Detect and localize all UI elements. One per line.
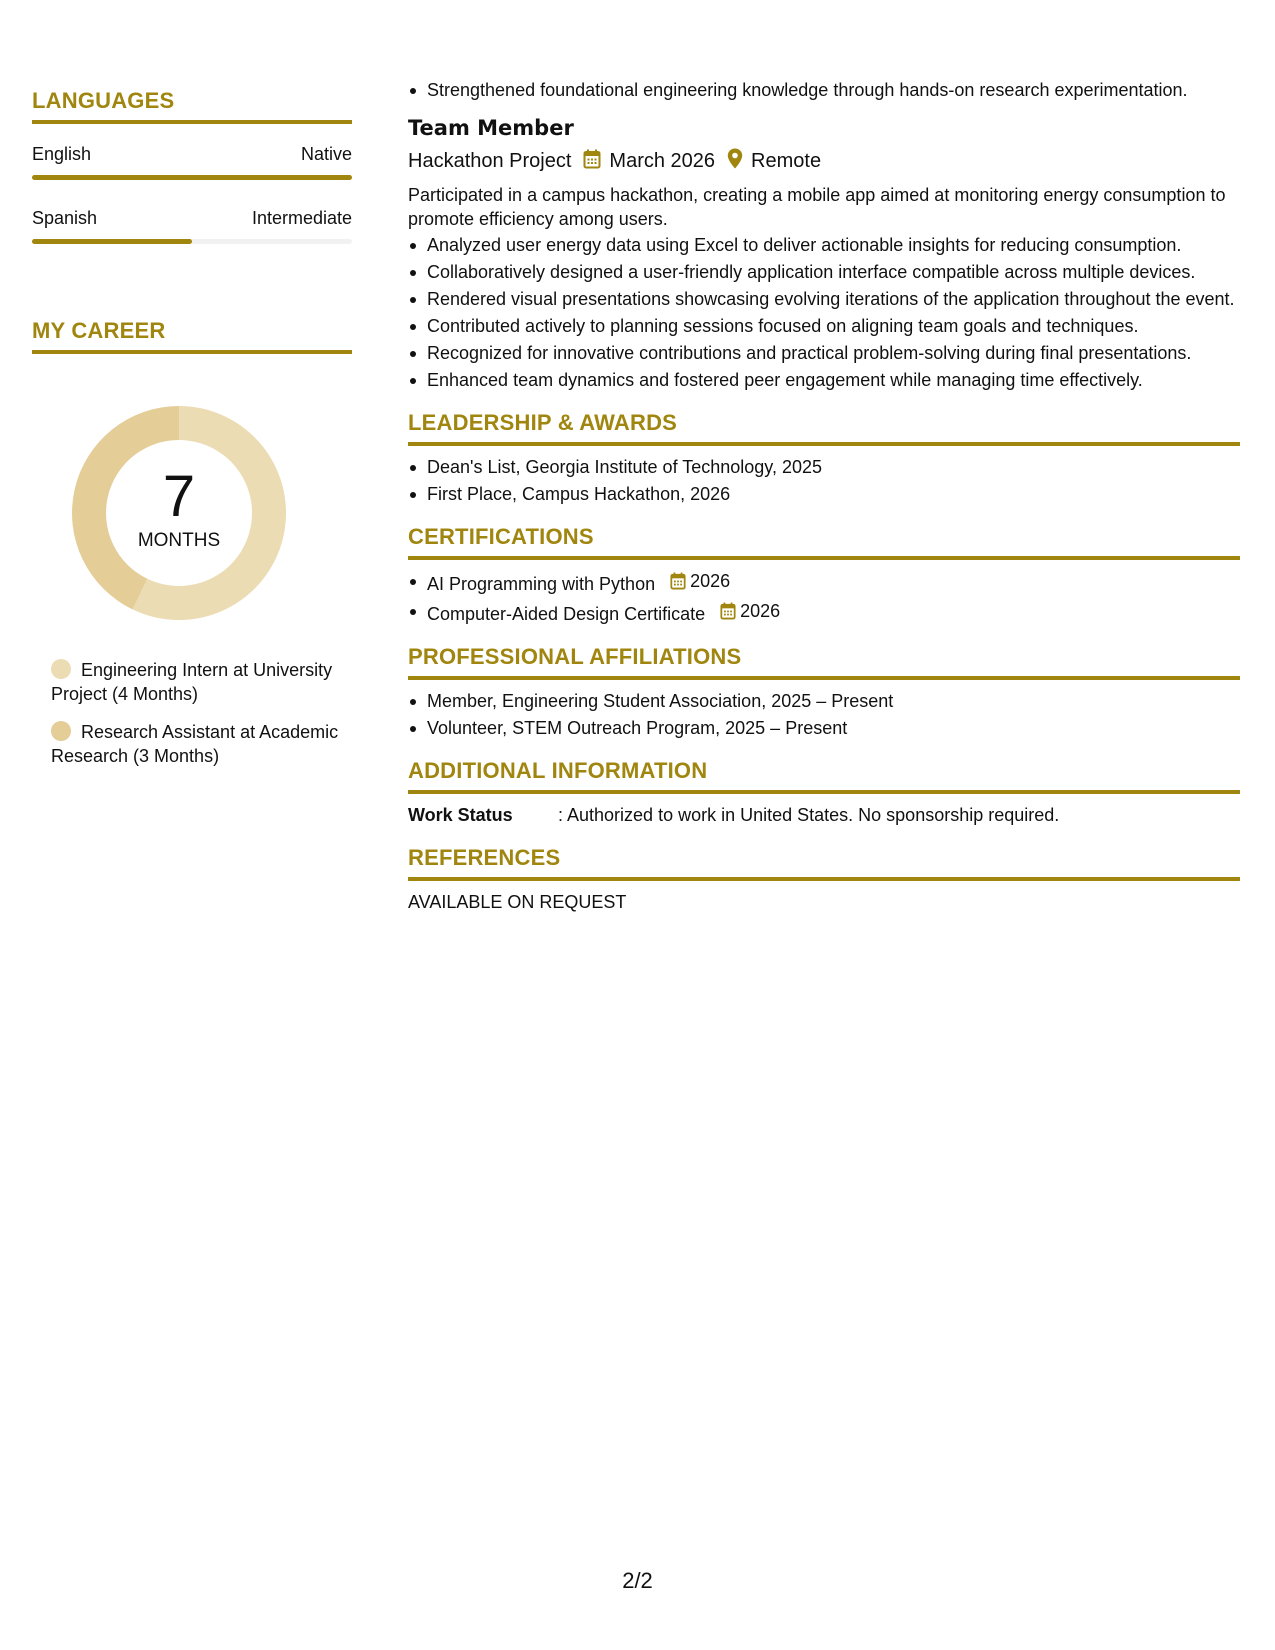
section-divider bbox=[408, 442, 1240, 446]
career-title: MY CAREER bbox=[32, 318, 166, 343]
legend-item bbox=[51, 720, 351, 768]
list-item: Rendered visual presentations showcasing evolving iterations of the application throughout the event. bbox=[408, 287, 1240, 311]
career-donut-chart bbox=[64, 398, 294, 628]
page-number: 2/2 bbox=[622, 1568, 653, 1593]
job-entry bbox=[408, 116, 1240, 392]
additional-info-section bbox=[408, 758, 1240, 827]
section-divider bbox=[408, 676, 1240, 680]
leadership-section bbox=[408, 410, 1240, 506]
list-item: Member, Engineering Student Association, 2025 – Present bbox=[408, 689, 1240, 713]
map-pin-icon bbox=[727, 148, 743, 175]
legend-label: Research Assistant at Academic Research (3 Months) bbox=[51, 722, 339, 766]
calendar-icon bbox=[670, 572, 686, 590]
languages-title: LANGUAGES bbox=[32, 88, 175, 113]
language-level: Intermediate bbox=[251, 208, 352, 228]
job-description: Participated in a campus hackathon, creating a mobile app aimed at monitoring energy consumption to promote efficiency among users. bbox=[408, 185, 1226, 229]
list-item: Collaboratively designed a user-friendly application interface compatible across multiple devices. bbox=[408, 260, 1240, 284]
leadership-title: LEADERSHIP & AWARDS bbox=[408, 410, 678, 435]
previous-job-bullets bbox=[408, 78, 1240, 102]
cert-name: AI Programming with Python bbox=[427, 574, 656, 594]
references-text: AVAILABLE ON REQUEST bbox=[408, 892, 627, 912]
language-name: Spanish bbox=[32, 208, 98, 228]
list-item: First Place, Campus Hackathon, 2026 bbox=[408, 482, 1240, 506]
list-item: Volunteer, STEM Outreach Program, 2025 – Present bbox=[408, 716, 1240, 740]
legend-label: Engineering Intern at University Project (4 Months) bbox=[51, 660, 333, 704]
list-item: Dean's List, Georgia Institute of Technology, 2025 bbox=[408, 455, 1240, 479]
language-bar bbox=[32, 239, 352, 244]
job-location: Remote bbox=[751, 150, 822, 172]
donut-center bbox=[64, 398, 294, 628]
language-item bbox=[32, 206, 352, 244]
cert-year: 2026 bbox=[740, 601, 781, 621]
additional-info-title: ADDITIONAL INFORMATION bbox=[408, 758, 708, 783]
list-item: Enhanced team dynamics and fostered peer engagement while managing time effectively. bbox=[408, 368, 1240, 392]
list-item: Strengthened foundational engineering knowledge through hands-on research experimentation. bbox=[408, 78, 1240, 102]
language-item bbox=[32, 142, 352, 180]
language-level: Native bbox=[300, 144, 352, 164]
language-bar-fill bbox=[32, 239, 192, 244]
calendar-icon bbox=[720, 602, 736, 620]
section-divider bbox=[32, 350, 352, 354]
references-section bbox=[408, 845, 1240, 914]
cert-name: Computer-Aided Design Certificate bbox=[427, 604, 706, 624]
list-item: Recognized for innovative contributions and practical problem-solving during final presentations. bbox=[408, 341, 1240, 365]
career-section bbox=[32, 318, 352, 768]
references-title: REFERENCES bbox=[408, 845, 561, 870]
list-item bbox=[408, 569, 1240, 596]
career-total: 7 bbox=[162, 464, 196, 529]
section-divider bbox=[408, 877, 1240, 881]
certifications-title: CERTIFICATIONS bbox=[408, 524, 594, 549]
work-status-row bbox=[408, 803, 1240, 827]
job-meta bbox=[408, 148, 1240, 175]
legend-dot bbox=[51, 659, 71, 679]
language-bar bbox=[32, 175, 352, 180]
work-status-label: Work Status bbox=[408, 805, 513, 825]
right-column bbox=[408, 78, 1240, 914]
cert-year: 2026 bbox=[690, 571, 731, 591]
section-divider bbox=[408, 556, 1240, 560]
language-bar-fill bbox=[32, 175, 352, 180]
legend-dot bbox=[51, 721, 71, 741]
job-bullets bbox=[408, 233, 1240, 392]
left-column bbox=[32, 88, 352, 782]
job-company: Hackathon Project bbox=[408, 150, 572, 172]
section-divider bbox=[408, 790, 1240, 794]
list-item: Analyzed user energy data using Excel to deliver actionable insights for reducing consumption. bbox=[408, 233, 1240, 257]
career-unit: MONTHS bbox=[137, 530, 221, 551]
section-divider bbox=[32, 120, 352, 124]
list-item: Contributed actively to planning sessions focused on aligning team goals and techniques. bbox=[408, 314, 1240, 338]
work-status-value: : Authorized to work in United States. No sponsorship required. bbox=[558, 805, 1060, 825]
legend-item bbox=[51, 658, 351, 706]
career-legend bbox=[51, 658, 351, 768]
affiliations-section bbox=[408, 644, 1240, 740]
language-name: English bbox=[32, 144, 92, 164]
certifications-section bbox=[408, 524, 1240, 626]
job-date: March 2026 bbox=[609, 150, 716, 172]
job-title: Team Member bbox=[408, 116, 574, 140]
list-item bbox=[408, 599, 1240, 626]
languages-section bbox=[32, 88, 352, 244]
affiliations-title: PROFESSIONAL AFFILIATIONS bbox=[408, 644, 742, 669]
calendar-icon bbox=[583, 149, 601, 175]
